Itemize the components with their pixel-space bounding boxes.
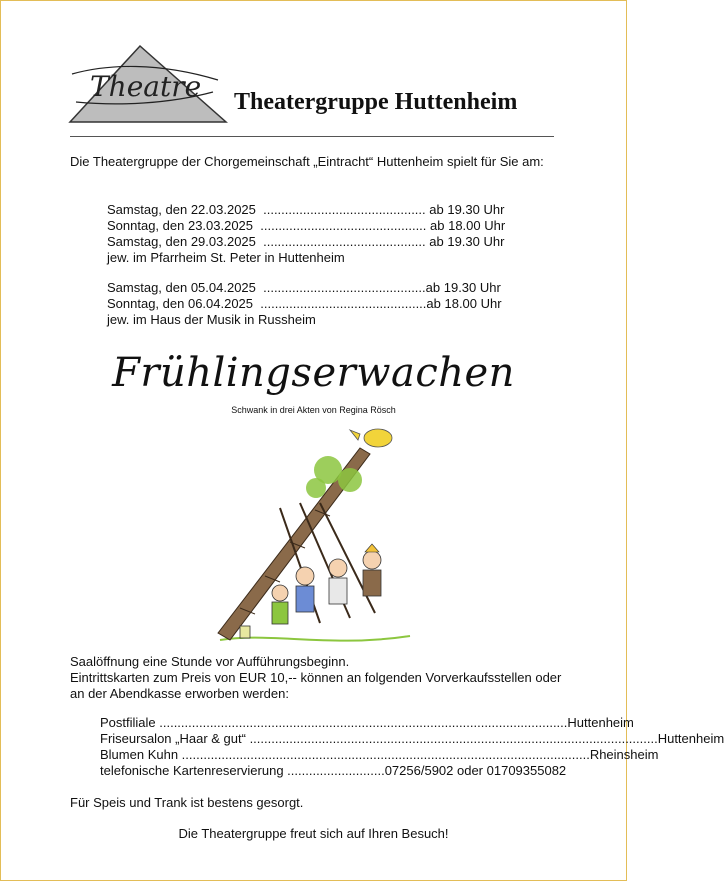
list-item — [100, 731, 724, 747]
leader-dots: ........................... — [283, 763, 385, 778]
list-item — [100, 747, 659, 763]
leader-dots: .............................................. — [253, 296, 427, 311]
leader-dots: ............................................. — [255, 280, 426, 295]
doors-open-note: Saalöffnung eine Stunde vor Aufführungsbeginn. — [70, 654, 350, 669]
schedule-time: ab 18.00 Uhr — [426, 296, 502, 311]
schedule-day: Sonntag, den 06.04.2025 — [107, 296, 254, 311]
header-divider — [70, 136, 554, 137]
schedule-venue: jew. im Haus der Musik in Russheim — [107, 312, 316, 327]
schedule-row — [107, 280, 502, 296]
schedule-group-1 — [107, 202, 505, 266]
schedule-day: Sonntag, den 23.03.2025 — [107, 218, 254, 233]
leader-dots: ................................................................................................................. — [155, 715, 568, 730]
leader-dots: ............................................. — [255, 202, 430, 217]
schedule-time: ab 18.00 Uhr — [430, 218, 506, 233]
schedule-row — [107, 234, 505, 250]
seller-place: 07256/5902 oder 01709355082 — [384, 763, 567, 778]
schedule-row — [107, 202, 505, 218]
schedule-group-2 — [107, 280, 502, 328]
seller-name: Postfiliale — [100, 715, 156, 730]
seller-place: Rheinsheim — [589, 747, 659, 762]
seller-place: Huttenheim — [567, 715, 634, 730]
play-title: Frühlingserwachen — [112, 350, 515, 396]
list-item — [100, 715, 634, 731]
seller-name: Blumen Kuhn — [100, 747, 179, 762]
seller-name: Friseursalon „Haar & gut“ — [100, 731, 246, 746]
closing-line: Die Theatergruppe freut sich auf Ihren Besuch! — [178, 826, 449, 841]
food-note: Für Speis und Trank ist bestens gesorgt. — [70, 795, 304, 810]
schedule-time: ab 19.30 Uhr — [429, 234, 505, 249]
leader-dots: ................................................................................................................. — [178, 747, 590, 762]
leader-dots: .............................................. — [253, 218, 431, 233]
seller-name: telefonische Kartenreservierung — [100, 763, 284, 778]
schedule-day: Samstag, den 22.03.2025 — [107, 202, 256, 217]
list-item — [100, 763, 567, 779]
schedule-time: ab 19.30 Uhr — [425, 280, 501, 295]
leader-dots: ............................................. — [255, 234, 430, 249]
intro-text: Die Theatergruppe der Chorgemeinschaft „Eintracht“ Huttenheim spielt für Sie am: — [70, 154, 544, 169]
play-subtitle: Schwank in drei Akten von Regina Rösch — [231, 405, 396, 415]
theatre-logo — [68, 44, 228, 130]
maypole-illustration — [210, 418, 420, 650]
schedule-time: ab 19.30 Uhr — [429, 202, 505, 217]
presale-list — [100, 715, 724, 779]
leader-dots: ................................................................................................................. — [245, 731, 658, 746]
tickets-note: Eintrittskarten zum Preis von EUR 10,-- können an folgenden Vorverkaufsstellen oder an der Abendkasse erworben werden: — [70, 670, 562, 701]
page-title: Theatergruppe Huttenheim — [234, 89, 518, 115]
schedule-day: Samstag, den 05.04.2025 — [107, 280, 256, 295]
schedule-row — [107, 296, 502, 312]
schedule-row — [107, 218, 505, 234]
seller-place: Huttenheim — [657, 731, 724, 746]
schedule-venue: jew. im Pfarrheim St. Peter in Huttenheim — [107, 250, 345, 265]
logo-text: Theatre — [90, 70, 202, 103]
info-block — [70, 654, 570, 702]
schedule-day: Samstag, den 29.03.2025 — [107, 234, 256, 249]
